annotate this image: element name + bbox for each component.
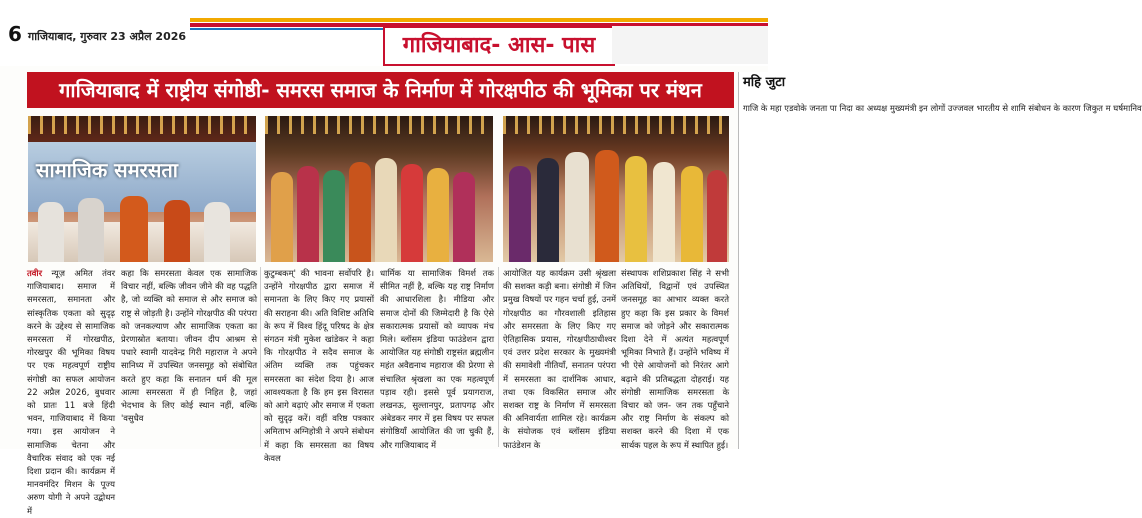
- column-text: कुटुम्बकम्' की भावना सर्वोपरि है। उन्होंने गोरक्षपीठ द्वारा समाज में समानता के लिए किए गए प्रयासों की सराहना की। अति विशिष्ट अतिथि के रूप में विश्व हिंदू परिषद के क्षेत्र संगठन मंत्री मुकेश खांडेकर ने कहा कि गोरक्षपीठ ने सदैव समाज के अंतिम व्यक्ति तक पहुंचकर समरसता का संदेश दिया है। आज आवश्यकता है कि हम इस विरासत को आगे बढ़ाएं और समाज में एकता को सुदृढ़ करें। वहीं वरिष्ठ पत्रकार अमिताभ अग्निहोत्री ने अपने संबोधन में कहा कि समरसता का विषय केवल: [264, 268, 374, 463]
- section-title: गाजियाबाद- आस- पास: [383, 26, 615, 66]
- banner-text: सामाजिक समरसता: [36, 158, 178, 182]
- person-figure: [38, 202, 64, 262]
- side-article: [738, 72, 1142, 449]
- person-figure: [595, 150, 619, 262]
- person-figure: [323, 170, 345, 262]
- article-column-1: [27, 267, 115, 516]
- photo-felicitation: [503, 116, 729, 262]
- person-figure: [164, 200, 190, 262]
- person-figure: [271, 172, 293, 262]
- article-column-6: [621, 267, 729, 450]
- person-figure: [120, 196, 148, 262]
- article-headline: गाजियाबाद में राष्ट्रीय संगोष्ठी- समरस समाज के निर्माण में गोरक्षपीठ की भूमिका पर मंथन: [27, 72, 734, 108]
- dateline: गाजियाबाद, गुरुवार 23 अप्रैल 2026: [28, 30, 187, 43]
- page-number: 6: [8, 22, 22, 46]
- person-figure: [78, 198, 104, 262]
- person-figure: [625, 156, 647, 262]
- person-figure: [297, 166, 319, 262]
- header-rule-box: [612, 26, 768, 64]
- stage-lights: [265, 116, 493, 134]
- column-text: कहा कि समरसता केवल एक सामाजिक विचार नहीं, बल्कि जीवन जीने की वह पद्धति है, जो व्यक्ति को समाज से और समाज को राष्ट्र से जोड़ती है। उन्होंने गोरक्षपीठ की परंपरा को जनकल्याण और सामाजिक एकता का प्रेरणास्रोत बताया। जीवन दीप आश्रम से पधारे स्वामी यादवेन्द्र गिरी महाराज ने अपने सानिध्य में उपस्थित जनसमूह को संबोधित करते हुए कहा कि सनातन धर्म की मूल आत्मा समरसता में ही निहित है, जहां भेदभाव के लिए कोई स्थान नहीं, बल्कि 'वसुधैव: [121, 268, 257, 424]
- article-column-5: [503, 267, 616, 450]
- article-column-4: [380, 267, 494, 450]
- side-article-headline: महि जुटा: [743, 75, 786, 90]
- column-text: संस्थापक शशिप्रकाश सिंह ने सभी अतिथियों, विद्वानों एवं उपस्थित जनसमूह का आभार व्यक्त करते हुए कहा कि इस प्रकार के विमर्श समाज को जोड़ने और सकारात्मक दिशा देने में अत्यंत महत्वपूर्ण भूमिका निभाते हैं। उन्होंने भविष्य में भी ऐसे आयोजनों को निरंतर आगे बढ़ाने की प्रतिबद्धता दोहराई। यह संगोष्ठी सामाजिक समरसता के विचार को जन- जन तक पहुँचाने और राष्ट्र निर्माण के संकल्प को सशक्त करने की दिशा में एक सार्थक पहल के रूप में स्थापित हुई।: [621, 268, 729, 450]
- column-text: न्यूज़ अमित तंवर गाजियाबाद। समाज में समरसता, समानता और सांस्कृतिक एकता को सुदृढ़ करने के उद्देश्य से सामाजिक समरसता में गोरखपीठ, गोरखपुर की भूमिका विषय पर एक महत्वपूर्ण राष्ट्रीय संगोष्ठी का सफल आयोजन 22 अप्रैल 2026, बुधवार को प्रातः 11 बजे हिंदी भवन, गाजियाबाद में किया गया। इस आयोजन ने सामाजिक चेतना और वैचारिक संवाद को एक नई दिशा प्रदान की। कार्यक्रम में मानवमंदिर मिशन के पूज्य अरुण योगी ने अपने उद्बोधन में: [27, 268, 115, 516]
- column-text: आयोजित यह कार्यक्रम उसी श्रृंखला की सशक्त कड़ी बना। संगोष्ठी में जिन प्रमुख विषयों पर गहन चर्चा हुई, उनमें गोरक्षपीठ का गौरवशाली इतिहास और समरसता के लिए किए गए ऐतिहासिक प्रयास, गोरक्षपीठाधीश्वर एवं उत्तर प्रदेश सरकार के मुख्यमंत्री की समावेशी नीतियाँ, सनातन परंपरा में समरसता का दार्शनिक आधार, तथा एक विकसित समाज और सशक्त राष्ट्र के निर्माण में समरसता की अनिवार्यता शामिल रहे। कार्यक्रम के संयोजक एवं ब्लॉसम इंडिया फाउंडेशन के: [503, 268, 616, 450]
- person-figure: [453, 172, 475, 262]
- stage-lights: [28, 116, 256, 134]
- header-stripe-yellow: [190, 18, 768, 22]
- column-text: धार्मिक या सामाजिक विमर्श तक सीमित नहीं है, बल्कि यह राष्ट्र निर्माण की आधारशिला है। मीडिया और समाज दोनों की जिम्मेदारी है कि ऐसे सकारात्मक प्रयासों को व्यापक मंच मिले। ब्लॉसम इंडिया फाउंडेशन द्वारा आयोजित यह संगोष्ठी राष्ट्रसंत ब्रह्मलीन महंत अवैद्यनाथ महाराज की प्रेरणा से संचालित श्रृंखला का एक महत्वपूर्ण पड़ाव रही। इससे पूर्व प्रयागराज, लखनऊ, सुल्तानपुर, प्रतापगढ़ और अंबेडकर नगर में इस विषय पर सफल संगोष्ठियाँ आयोजित की जा चुकी हैं, और गाजियाबाद में: [380, 268, 494, 450]
- person-figure: [427, 168, 449, 262]
- person-figure: [509, 166, 531, 262]
- article-column-2: [121, 267, 257, 447]
- person-figure: [349, 162, 371, 262]
- person-figure: [401, 164, 423, 262]
- person-figure: [204, 202, 230, 262]
- person-figure: [537, 158, 559, 262]
- person-figure: [681, 166, 703, 262]
- person-figure: [565, 152, 589, 262]
- page-header: [0, 0, 768, 66]
- side-article-body: गाजि के महा एडवोके जनता पा निदा का अध्यक्ष मुख्यमंत्री इन लोगों उज्जवल भारतीय से शामि संबोधन के कारण जिकुत म घर्षमानिव: [743, 103, 1142, 113]
- column-divider: [498, 267, 499, 447]
- person-figure: [653, 162, 675, 262]
- byline: तवीर: [27, 268, 43, 278]
- person-figure: [375, 158, 397, 262]
- photo-cultural-group: [265, 116, 493, 262]
- article-column-3: [264, 267, 374, 463]
- column-divider: [260, 267, 261, 447]
- person-figure: [707, 170, 727, 262]
- stage-lights: [503, 116, 729, 134]
- photo-stage-dignitaries: [28, 116, 256, 262]
